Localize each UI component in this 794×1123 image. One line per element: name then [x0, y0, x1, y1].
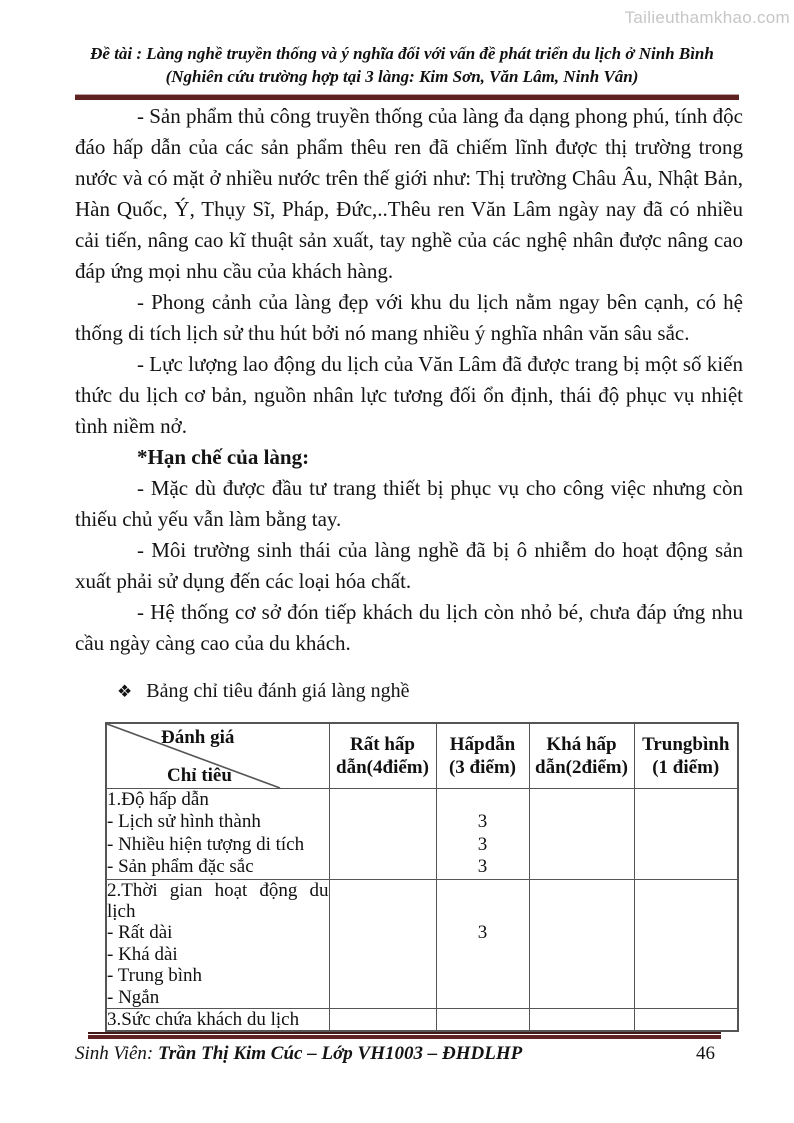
paragraph-limitation-1: - Mặc dù được đầu tư trang thiết bị phục vụ cho công việc nhưng còn thiếu chủ yếu vẫn làm bằng tay. [75, 476, 743, 531]
paragraph-limitation-3: - Hệ thống cơ sở đón tiếp khách du lịch còn nhỏ bé, chưa đáp ứng nhu cầu ngày càng cao của du khách. [75, 600, 743, 655]
watermark: Tailieuthamkhao.com [624, 8, 790, 27]
corner-label-danh-gia: Đánh giá [161, 727, 235, 748]
criteria-cell: 2.Thời gian hoạt động du lịch - Rất dài - Khá dài - Trung bình - Ngắn [107, 879, 329, 1008]
doc-header-title-line2: (Nghiên cứu trường hợp tại 3 làng: Kim Sơn, Văn Lâm, Ninh Vân) [165, 67, 639, 86]
score-cell-4 [329, 1008, 436, 1031]
score-cell-3: 3 3 3 [436, 789, 529, 880]
score-cell-1 [634, 1008, 738, 1031]
student-label: Sinh Viên: [75, 1043, 159, 1064]
col-header-2-points: Khá hấp dẫn(2điểm) [529, 723, 634, 789]
criteria-cell: 3.Sức chứa khách du lịch [106, 1008, 329, 1031]
header-rule [75, 94, 739, 100]
paragraph-products: - Sản phẩm thủ công truyền thống của làng đa dạng phong phú, tính độc đáo hấp dẫn của các sản phẩm thêu ren đã chiếm lĩnh được thị trường trong nước và có mặt ở nhiều nước trên thế giới như: Thị trường Châu Âu, Nhật Bản, Hàn Quốc, Ý, Thụy Sĩ, Pháp, Đức,..Thêu ren Văn Lâm ngày nay đã có nhiều cải tiến, nâng cao kĩ thuật sản xuất, tay nghề của các nghệ nhân được nâng cao đáp ứng mọi nhu cầu của khách hàng. [75, 104, 743, 283]
criteria-cell: 1.Độ hấp dẫn - Lịch sử hình thành - Nhiều hiện tượng di tích - Sản phẩm đặc sắc [106, 789, 329, 880]
paragraph-limitation-2: - Môi trường sinh thái của làng nghề đã bị ô nhiễm do hoạt động sản xuất phải sử dụng đến các loại hóa chất. [75, 538, 743, 593]
student-name-class: Trần Thị Kim Cúc – Lớp VH1003 – ĐHDLHP [158, 1043, 523, 1064]
score-cell-4 [329, 789, 436, 880]
score-cell-2 [529, 789, 634, 880]
score-cell-2 [529, 1008, 634, 1031]
doc-header [62, 42, 742, 88]
score-cell-1 [634, 879, 738, 1008]
score-cell-1 [634, 789, 738, 880]
page-footer [75, 1043, 715, 1065]
table-caption-line [117, 676, 410, 707]
body-text [75, 101, 743, 675]
col-header-4-points: Rất hấp dẫn(4điểm) [329, 723, 436, 789]
diamond-bullet-icon: ❖ [117, 682, 133, 701]
page-number: 46 [696, 1043, 715, 1064]
limitations-heading: *Hạn chế của làng: [137, 445, 310, 469]
score-cell-3 [436, 1008, 529, 1031]
col-header-1-point: Trungbình (1 điểm) [634, 723, 738, 789]
doc-header-title-line1: Đề tài : Làng nghề truyền thống và ý nghĩa đối với vấn đề phát triển du lịch ở Ninh Bình [90, 44, 714, 63]
score-cell-2 [529, 879, 634, 1008]
corner-label-chi-tieu: Chỉ tiêu [167, 765, 232, 786]
table-row-attractiveness [106, 789, 738, 880]
student-credit [75, 1043, 522, 1065]
paragraph-workforce: - Lực lượng lao động du lịch của Văn Lâm đã được trang bị một số kiến thức du lịch cơ bản, nguồn nhân lực tương đối ổn định, thái độ phục vụ nhiệt tình niềm nở. [75, 352, 743, 438]
col-header-3-points: Hấpdẫn (3 điểm) [436, 723, 529, 789]
table-row-capacity [106, 1008, 738, 1031]
evaluation-table [105, 722, 739, 1032]
paragraph-scenery: - Phong cảnh của làng đẹp với khu du lịch nằm ngay bên cạnh, có hệ thống di tích lịch sử thu hút bởi nó mang nhiều ý nghĩa nhân văn sâu sắc. [75, 290, 743, 345]
table-caption: Bảng chỉ tiêu đánh giá làng nghề [146, 680, 410, 702]
corner-cell [106, 723, 329, 789]
table-row-duration [106, 879, 738, 1008]
score-cell-3: 3 [436, 879, 529, 1008]
footer-rule [88, 1032, 721, 1039]
table-header-row [106, 723, 738, 789]
score-cell-4 [329, 879, 436, 1008]
